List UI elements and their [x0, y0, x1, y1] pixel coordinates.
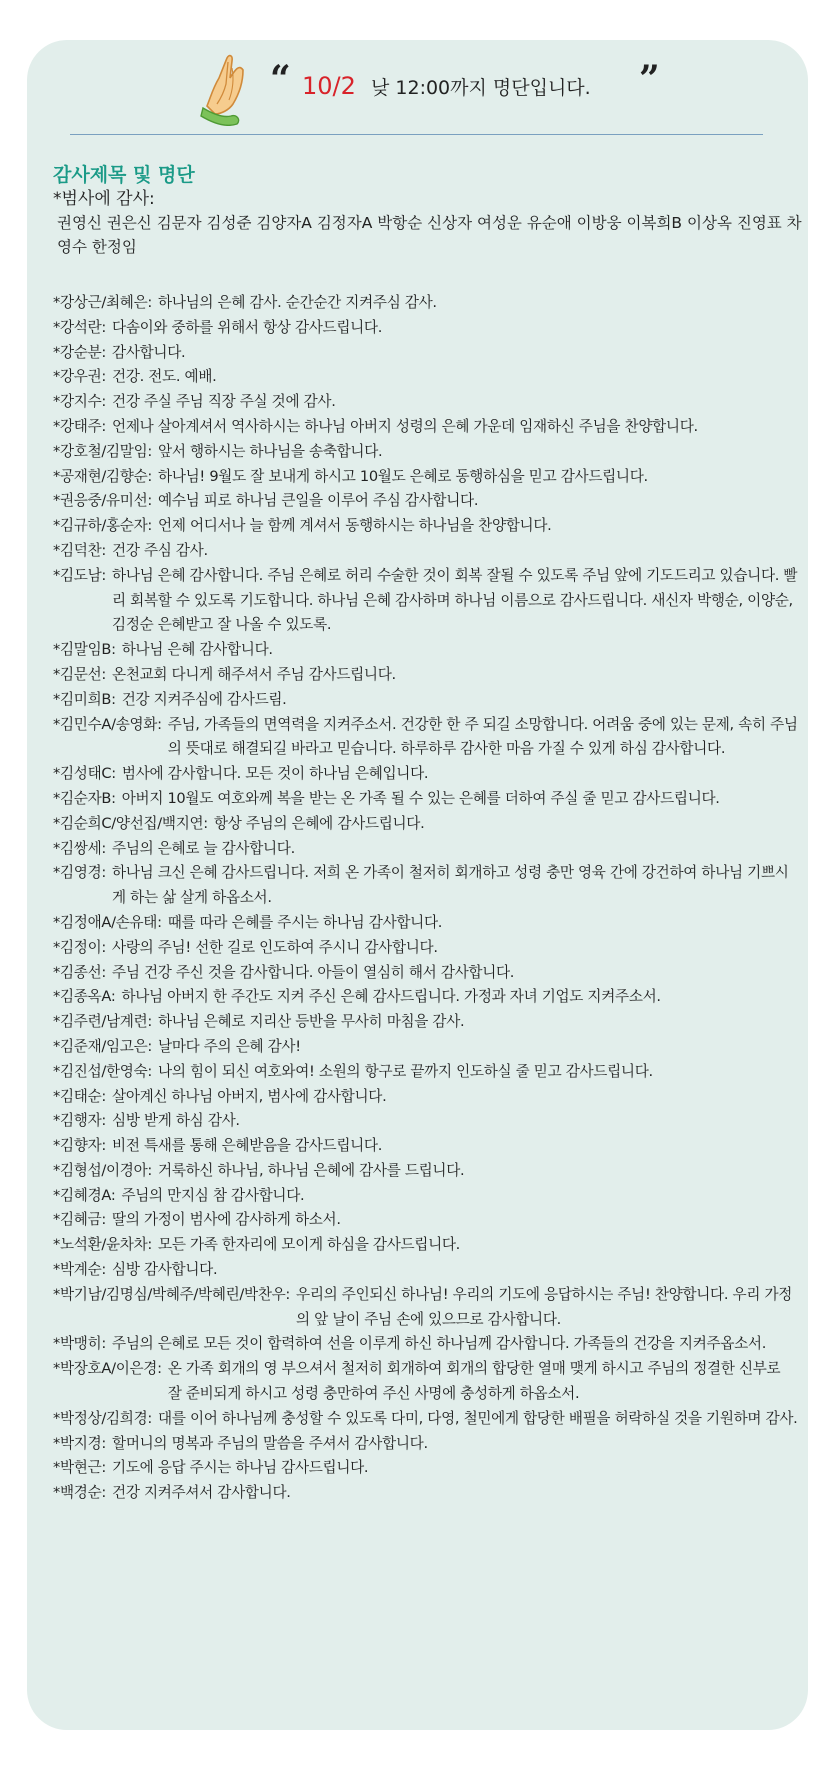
entry-text: 나의 힘이 되신 여호와여! 소원의 항구로 끝까지 인도하실 줄 믿고 감사드립니다.: [158, 1062, 653, 1080]
entry-text: 거룩하신 하나님, 하나님 은혜에 감사를 드립니다.: [158, 1161, 465, 1179]
list-item: [53, 1357, 798, 1407]
list-item: [53, 787, 798, 812]
entry-text: 언제나 살아계셔서 역사하시는 하나님 아버지 성령의 은혜 가운데 임재하신 주님을 찬양합니다.: [112, 417, 698, 435]
entry-text: 건강 지켜주셔서 감사합니다.: [112, 1484, 291, 1502]
list-item: [53, 1134, 798, 1159]
list-item: [53, 936, 798, 961]
entry-name: *강호철/김말임:: [53, 442, 153, 460]
entry-list: [53, 291, 798, 1506]
list-item: [53, 1233, 798, 1258]
list-item: [53, 812, 798, 837]
list-item: [53, 291, 798, 316]
divider: [70, 134, 763, 135]
entry-text: 예수님 피로 하나님 큰일을 이루어 주심 감사합니다.: [158, 492, 479, 510]
entry-name: *김종옥A:: [53, 988, 116, 1006]
entry-text: 하나님의 은혜 감사. 순간순간 지켜주심 감사.: [158, 294, 437, 311]
entry-text: 하나님 아버지 한 주간도 지켜 주신 은혜 감사드립니다. 가정과 자녀 기업도 지켜주소서.: [121, 988, 661, 1006]
list-item: [53, 688, 798, 713]
entry-text: 아버지 10월도 여호와께 복을 받는 온 가족 될 수 있는 은혜를 더하여 주실 줄 믿고 감사드립니다.: [121, 789, 720, 807]
list-item: [53, 1283, 798, 1333]
entry-text: 주님의 만지심 참 감사합니다.: [121, 1186, 305, 1204]
entry-name: *박현근:: [53, 1459, 107, 1477]
entry-text: 하나님 은혜 감사합니다.: [121, 641, 273, 659]
list-item: [53, 1184, 798, 1209]
entry-name: *김쌍세:: [53, 839, 107, 857]
entry-text: 할머니의 명복과 주님의 말씀을 주셔서 감사합니다.: [112, 1434, 428, 1452]
list-item: [53, 837, 798, 862]
list-item: [53, 316, 798, 341]
list-item: [53, 911, 798, 936]
entry-name: *김정애A/손유태:: [53, 913, 162, 931]
entry-name: *김민수A/송영화:: [53, 715, 162, 733]
entry-name: *김종선:: [53, 963, 107, 981]
entry-text: 하나님 크신 은혜 감사드립니다. 저희 온 가족이 철저히 회개하고 성령 충만 영육 간에 강건하여 하나님 기쁘시게 하는 삶 살게 하옵소서.: [112, 864, 789, 907]
entry-name: *노석환/윤차차:: [53, 1236, 153, 1254]
list-item: [53, 1432, 798, 1457]
list-item: [53, 415, 798, 440]
entry-name: *김혜경A:: [53, 1186, 116, 1204]
list-item: [53, 514, 798, 539]
entry-text: 대를 이어 하나님께 충성할 수 있도록 다미, 다영, 철민에게 합당한 배필을 허락하실 것을 기원하며 감사.: [158, 1409, 798, 1427]
list-item: [53, 1407, 798, 1432]
spacer: [53, 259, 798, 291]
beomsa-names: 권영신 권은신 김문자 김성준 김양자A 김정자A 박항순 신상자 여성운 유순애 이방웅 이복희B 이상옥 진영표 차영수 한정임: [57, 214, 802, 256]
list-item: [53, 1332, 798, 1357]
thanksgiving-list: [53, 187, 802, 1506]
list-item: [53, 1035, 798, 1060]
entry-name: *김태순:: [53, 1087, 107, 1105]
entry-text: 건강 주실 주님 직장 주실 것에 감사.: [112, 393, 336, 411]
list-item: [53, 985, 798, 1010]
entry-name: *김말임B:: [53, 641, 116, 659]
entry-text: 하나님 은혜 감사합니다. 주님 은혜로 허리 수술한 것이 회복 잘될 수 있도록 주님 앞에 기도드리고 있습니다. 빨리 회복할 수 있도록 기도합니다. 하나님 은혜 감사하며 하나님 이름으로 감사드립니다. 새신자 박행순, 이양순, 김정순 은혜받고 잘 나올 수 있도록.: [112, 566, 798, 634]
list-item: [53, 1481, 798, 1506]
entry-name: *박장호A/이은경:: [53, 1360, 162, 1378]
entry-text: 항상 주님의 은혜에 감사드립니다.: [213, 814, 425, 832]
entry-name: *김문선:: [53, 665, 107, 683]
entry-name: *박지경:: [53, 1434, 107, 1452]
entry-name: *김형섭/이경아:: [53, 1161, 153, 1179]
entry-name: *김혜금:: [53, 1211, 107, 1229]
entry-text: 주님의 은혜로 늘 감사합니다.: [112, 839, 295, 857]
entry-text: 하나님 은혜로 지리산 등반을 무사히 마침을 감사.: [158, 1013, 465, 1031]
list-item: [53, 440, 798, 465]
entry-text: 주님 건강 주신 것을 감사합니다. 아들이 열심히 해서 감사합니다.: [112, 963, 515, 981]
entry-name: *박맹히:: [53, 1335, 107, 1353]
list-item: [53, 1258, 798, 1283]
entry-name: *김규하/홍순자:: [53, 517, 153, 535]
entry-name: *백경순:: [53, 1484, 107, 1502]
entry-name: *권응중/유미선:: [53, 492, 153, 510]
entry-name: *김향자:: [53, 1137, 107, 1155]
open-quote-mark: “: [270, 58, 291, 100]
entry-text: 비전 특새를 통해 은혜받음을 감사드립니다.: [112, 1137, 383, 1155]
entry-text: 사랑의 주님! 선한 길로 인도하여 주시니 감사합니다.: [112, 938, 438, 956]
list-item: [53, 539, 798, 564]
list-item: [53, 1085, 798, 1110]
entry-text: 다솜이와 중하를 위해서 항상 감사드립니다.: [112, 318, 383, 336]
entry-text: 때를 따라 은혜를 주시는 하나님 감사합니다.: [167, 913, 443, 931]
deadline-announcement: [302, 72, 591, 100]
entry-name: *김순자B:: [53, 789, 116, 807]
entry-name: *박계순:: [53, 1261, 107, 1279]
entry-text: 모든 가족 한자리에 모이게 하심을 감사드립니다.: [158, 1236, 461, 1254]
entry-text: 심방 받게 하심 감사.: [112, 1112, 240, 1130]
list-item: [53, 762, 798, 787]
entry-name: *김덕찬:: [53, 541, 107, 559]
entry-text: 온천교회 다니게 해주셔서 주님 감사드립니다.: [112, 665, 396, 683]
praying-hands-icon: [197, 48, 255, 126]
entry-text: 날마다 주의 은혜 감사!: [158, 1037, 301, 1055]
list-item: [53, 638, 798, 663]
list-item: [53, 489, 798, 514]
entry-text: 살아계신 하나님 아버지, 범사에 감사합니다.: [112, 1087, 387, 1105]
close-quote-mark: ”: [639, 58, 660, 100]
entry-name: *박정상/김희경:: [53, 1409, 153, 1427]
list-item: [53, 341, 798, 366]
entry-name: *김준재/임고은:: [53, 1037, 153, 1055]
entry-text: 건강 주심 감사.: [112, 541, 208, 559]
entry-name: *강석란:: [53, 318, 107, 336]
entry-text: 건강 지켜주심에 감사드림.: [121, 690, 287, 708]
prayer-list-card: [27, 40, 808, 1730]
list-item: [53, 1010, 798, 1035]
entry-name: *김순희C/양선집/백지연:: [53, 814, 208, 832]
entry-text: 주님, 가족들의 면역력을 지켜주소서. 건강한 한 주 되길 소망합니다. 어려움 중에 있는 문제, 속히 주님의 뜻대로 해결되길 바라고 믿습니다. 하루하루 감사한 마음 가질 수 있게 하심 감사합니다.: [167, 715, 798, 758]
entry-text: 언제 어디서나 늘 함께 계셔서 동행하시는 하나님을 찬양합니다.: [158, 517, 552, 535]
deadline-text: 낮 12:00까지 명단입니다.: [371, 77, 591, 99]
entry-text: 감사합니다.: [112, 343, 186, 361]
list-item: [53, 390, 798, 415]
entry-text: 범사에 감사합니다. 모든 것이 하나님 은혜입니다.: [121, 765, 429, 783]
entry-name: *김정이:: [53, 938, 107, 956]
header: [27, 40, 808, 135]
entry-text: 주님의 은혜로 모든 것이 합력하여 선을 이루게 하신 하나님께 감사합니다. 가족들의 건강을 지켜주옵소서.: [112, 1335, 767, 1353]
list-item: [53, 713, 798, 763]
entry-name: *강순분:: [53, 343, 107, 361]
list-item: [53, 1208, 798, 1233]
entry-name: *김행자:: [53, 1112, 107, 1130]
list-item: [53, 861, 798, 911]
entry-text: 딸의 가정이 범사에 감사하게 하소서.: [112, 1211, 341, 1229]
list-item: [53, 564, 798, 638]
list-item: [53, 663, 798, 688]
entry-text: 앞서 행하시는 하나님을 송축합니다.: [158, 442, 383, 460]
entry-name: *강태주:: [53, 417, 107, 435]
entry-name: *공재현/김향순:: [53, 467, 153, 485]
list-item: [53, 1456, 798, 1481]
list-item: [53, 1060, 798, 1085]
entry-text: 심방 감사합니다.: [112, 1261, 218, 1279]
deadline-date: 10/2: [302, 72, 356, 100]
entry-name: *김도남:: [53, 566, 107, 584]
entry-text: 하나님! 9월도 잘 보내게 하시고 10월도 은혜로 동행하심을 믿고 감사드립니다.: [158, 467, 648, 485]
list-item: [53, 1159, 798, 1184]
list-item: [53, 465, 798, 490]
entry-name: *김미희B:: [53, 690, 116, 708]
entry-name: *박기남/김명심/박혜주/박혜린/박찬우:: [53, 1285, 291, 1303]
list-item: [53, 1109, 798, 1134]
entry-name: *강우권:: [53, 368, 107, 386]
entry-text: 우리의 주인되신 하나님! 우리의 기도에 응답하시는 주님! 찬양합니다. 우리 가정의 앞 날이 주님 손에 있으므로 감사합니다.: [296, 1285, 793, 1328]
entry-text: 건강. 전도. 예배.: [112, 368, 217, 386]
entry-name: *김영경:: [53, 864, 107, 882]
entry-name: *김주련/남계련:: [53, 1013, 153, 1031]
list-item: [53, 961, 798, 986]
entry-name: *김성태C:: [53, 765, 116, 783]
section-title: 감사제목 및 명단: [53, 164, 195, 186]
entry-name: *김진섭/한영숙:: [53, 1062, 153, 1080]
list-item: [53, 365, 798, 390]
entry-name: *강지수:: [53, 393, 107, 411]
beomsa-heading: *범사에 감사:: [53, 189, 155, 209]
entry-name: *강상근/최혜은:: [53, 294, 153, 311]
entry-text: 온 가족 회개의 영 부으셔서 철저히 회개하여 회개의 합당한 열매 맺게 하시고 주님의 정결한 신부로 잘 준비되게 하시고 성령 충만하여 주신 사명에 충성하게 하옵소서.: [167, 1360, 781, 1403]
entry-text: 기도에 응답 주시는 하나님 감사드립니다.: [112, 1459, 369, 1477]
